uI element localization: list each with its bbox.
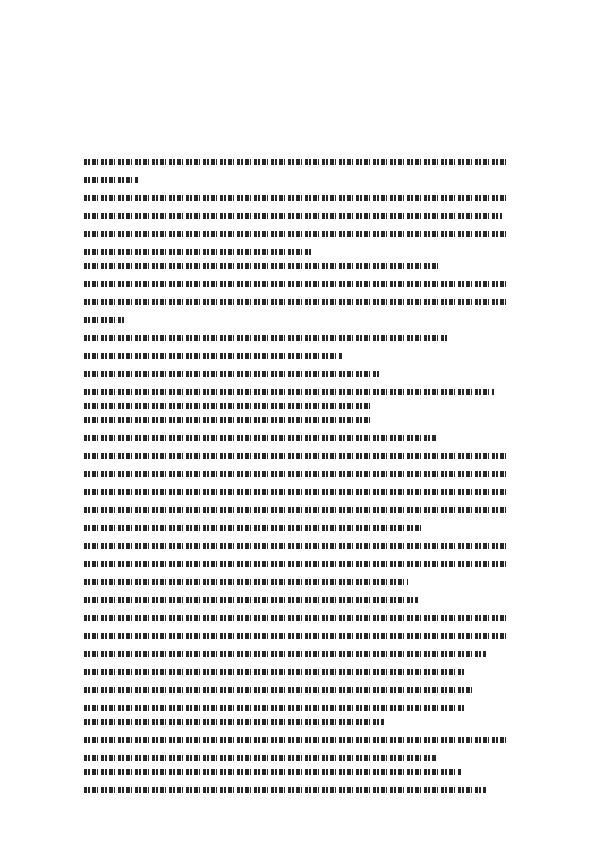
text-line xyxy=(84,417,372,423)
text-line xyxy=(84,177,138,183)
text-line xyxy=(84,281,506,287)
text-line xyxy=(84,769,462,775)
text-line xyxy=(84,615,506,621)
text-line xyxy=(84,705,466,711)
text-line xyxy=(84,389,494,395)
text-line xyxy=(84,335,448,341)
text-line xyxy=(84,299,506,305)
text-line xyxy=(84,195,506,201)
text-line xyxy=(84,651,486,657)
text-line xyxy=(84,213,502,219)
text-line xyxy=(84,263,438,269)
text-line xyxy=(84,561,506,567)
text-line xyxy=(84,507,506,513)
text-line xyxy=(84,719,384,725)
text-line xyxy=(84,231,506,237)
text-line xyxy=(84,353,342,359)
text-line xyxy=(84,159,506,165)
text-line xyxy=(84,755,436,761)
text-line xyxy=(84,471,506,477)
text-line xyxy=(84,371,380,377)
text-line xyxy=(84,453,506,459)
text-line xyxy=(84,787,486,793)
text-line xyxy=(84,489,506,495)
text-line xyxy=(84,525,424,531)
text-line xyxy=(84,249,312,255)
text-line xyxy=(84,597,418,603)
text-line xyxy=(84,435,436,441)
text-line xyxy=(84,669,464,675)
text-line xyxy=(84,543,506,549)
text-line xyxy=(84,633,506,639)
text-line xyxy=(84,737,506,743)
text-line xyxy=(84,687,472,693)
text-line xyxy=(84,317,124,323)
text-line xyxy=(84,579,408,585)
text-line xyxy=(84,403,372,409)
